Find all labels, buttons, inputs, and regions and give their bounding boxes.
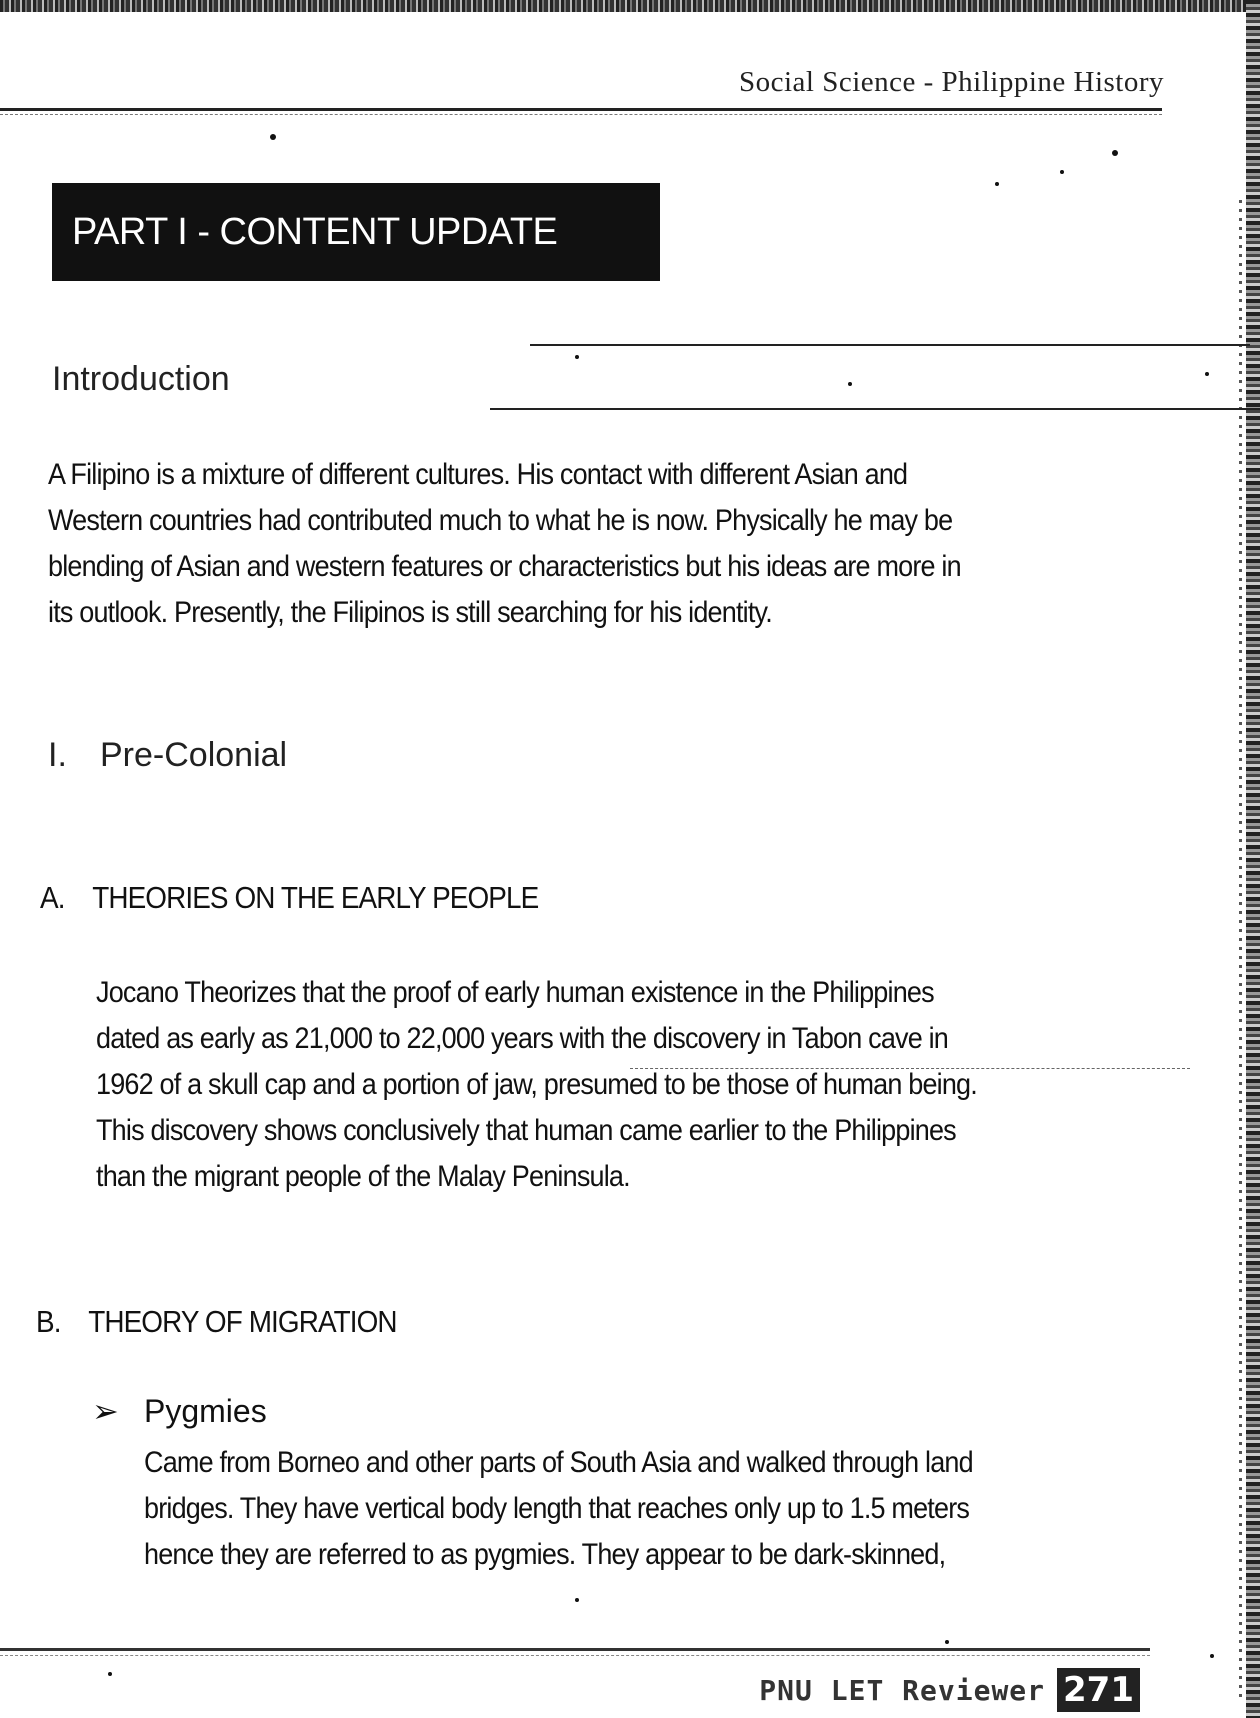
intro-line: its outlook. Presently, the Filipinos is still searching for his identity. — [48, 596, 772, 629]
scan-right-edge-dots — [1239, 200, 1242, 1700]
section-title: Pre-Colonial — [100, 736, 288, 774]
scan-speck — [945, 1640, 949, 1644]
decorative-rule-upper — [530, 344, 1250, 346]
theories-line: than the migrant people of the Malay Peninsula. — [96, 1160, 630, 1193]
scan-speck — [1112, 150, 1118, 156]
subsection-heading-migration — [36, 1304, 397, 1340]
subsection-title: THEORIES ON THE EARLY PEOPLE — [92, 880, 539, 915]
theories-line: 1962 of a skull cap and a portion of jaw, presumed to be those of human being. — [96, 1068, 977, 1101]
subsection-number: B. — [36, 1304, 61, 1339]
pygmies-line: bridges. They have vertical body length that reaches only up to 1.5 meters — [144, 1492, 970, 1525]
scan-speck — [270, 134, 276, 140]
pygmies-paragraph — [144, 1440, 973, 1578]
header-rule — [0, 108, 1162, 111]
pygmies-line: hence they are referred to as pygmies. They appear to be dark-skinned, — [144, 1538, 946, 1571]
theories-line: This discovery shows conclusively that human came earlier to the Philippines — [96, 1114, 956, 1147]
scan-speck — [1060, 170, 1064, 174]
decorative-rule-lower — [490, 408, 1260, 410]
scan-top-edge — [0, 0, 1260, 12]
section-number: I. — [48, 736, 67, 774]
part-title-banner — [52, 183, 660, 281]
scan-speck — [995, 182, 999, 186]
scan-speck — [575, 355, 579, 359]
scan-right-edge — [1246, 0, 1260, 1718]
theories-line: dated as early as 21,000 to 22,000 years with the discovery in Tabon cave in — [96, 1022, 949, 1055]
intro-line: Western countries had contributed much to what he is now. Physically he may be — [48, 504, 953, 537]
intro-paragraph — [48, 452, 961, 636]
footer-rule — [0, 1648, 1150, 1651]
pygmies-line: Came from Borneo and other parts of South Asia and walked through land — [144, 1446, 973, 1479]
theories-line: Jocano Theorizes that the proof of early human existence in the Philippines — [96, 976, 934, 1009]
footer-rule-dashed — [0, 1655, 1150, 1656]
scan-speck — [1210, 1654, 1214, 1658]
intro-heading: Introduction — [52, 360, 230, 398]
bullet-title: Pygmies — [144, 1393, 267, 1429]
footer-label: PNU LET Reviewer — [759, 1673, 1046, 1707]
bullet-pygmies — [92, 1392, 267, 1430]
page-footer — [759, 1668, 1140, 1712]
theories-paragraph — [96, 970, 977, 1200]
scan-dashed-line — [630, 1068, 1190, 1069]
subsection-heading-theories — [40, 880, 538, 916]
scan-speck — [1205, 372, 1209, 376]
scan-speck — [108, 1672, 112, 1676]
page-number: 271 — [1057, 1668, 1140, 1712]
subsection-number: A. — [40, 880, 65, 915]
scan-speck — [575, 1598, 579, 1602]
intro-line: blending of Asian and western features or characteristics but his ideas are more in — [48, 550, 961, 583]
subsection-title: THEORY OF MIGRATION — [88, 1304, 397, 1339]
header-rule-dashed — [0, 114, 1162, 115]
scan-speck — [848, 382, 852, 386]
section-heading-pre-colonial — [48, 736, 287, 775]
arrow-bullet-icon: ➢ — [92, 1393, 119, 1429]
intro-line: A Filipino is a mixture of different cultures. His contact with different Asian and — [48, 458, 908, 491]
running-head: Social Science - Philippine History — [738, 66, 1164, 98]
part-title: PART I - CONTENT UPDATE — [72, 210, 558, 253]
